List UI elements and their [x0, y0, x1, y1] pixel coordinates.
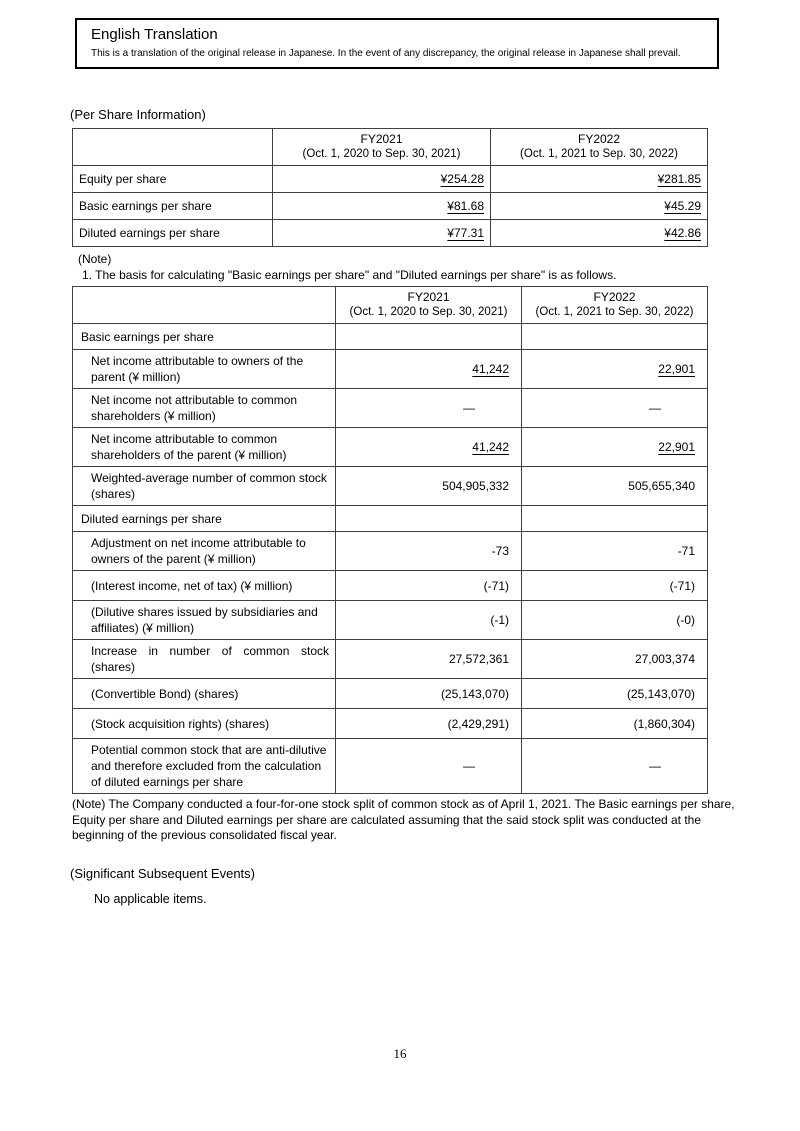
fy2022-value: [491, 193, 708, 220]
fy2021-value: —: [336, 739, 522, 794]
fy2021-value: [336, 428, 522, 467]
fy2021-value: [273, 193, 491, 220]
row-label: Net income attributable to owners of the parent (¥ million): [73, 350, 336, 389]
fy2022-value: 505,655,340: [522, 467, 708, 506]
table-row: [73, 640, 708, 679]
empty-header-cell: [73, 287, 336, 324]
row-label: (Stock acquisition rights) (shares): [73, 709, 336, 739]
translation-title: English Translation: [91, 26, 218, 43]
table-row: [73, 166, 708, 193]
fy2021-value: [336, 324, 522, 350]
fy2022-value: 27,003,374: [522, 640, 708, 679]
section-row: [73, 506, 708, 532]
fy2021-value: [273, 166, 491, 193]
fy2021-label: FY2021: [360, 132, 403, 146]
translation-disclaimer: This is a translation of the original release in Japanese. In the event of any discrepancy, the original release in Japanese shall prevail.: [91, 48, 681, 59]
fy2021-header: [336, 287, 522, 324]
fy2021-value: (-1): [336, 601, 522, 640]
fy2021-period: (Oct. 1, 2020 to Sep. 30, 2021): [349, 306, 508, 318]
table-row: [73, 532, 708, 571]
fy2021-value: [336, 506, 522, 532]
fy2022-value: [522, 324, 708, 350]
calc-header-row: [73, 287, 708, 324]
underlined-value: ¥81.68: [447, 198, 484, 213]
fy2021-period: (Oct. 1, 2020 to Sep. 30, 2021): [302, 148, 461, 160]
note-intro: 1. The basis for calculating "Basic earnings per share" and "Diluted earnings per share" is as follows.: [82, 268, 617, 282]
table-row: [73, 389, 708, 428]
underlined-value: 41,242: [472, 440, 509, 454]
stock-split-note: (Note) The Company conducted a four-for-one stock split of common stock as of April 1, 2021. The Basic earnings per share, Equity per share and Diluted earnings per share are calculated assuming that the said stock split was conducted at the beginning of the previous consolidated fiscal year.: [72, 797, 735, 842]
fy2022-value: —: [522, 389, 708, 428]
calculation-basis-table: [72, 286, 708, 794]
row-label: Adjustment on net income attributable to owners of the parent (¥ million): [73, 532, 336, 571]
row-label: Weighted-average number of common stock (shares): [73, 467, 336, 506]
row-label: (Dilutive shares issued by subsidiaries and affiliates) (¥ million): [73, 601, 336, 640]
row-label: Potential common stock that are anti-dilutive and therefore excluded from the calculation of diluted earnings per share: [73, 739, 336, 794]
fy2022-header: [491, 129, 708, 166]
section-row: [73, 324, 708, 350]
table-row: [73, 220, 708, 247]
fy2022-value: [522, 506, 708, 532]
subsequent-events-heading: (Significant Subsequent Events): [70, 865, 255, 881]
page-number: 16: [393, 1046, 407, 1061]
fy2021-value: 504,905,332: [336, 467, 522, 506]
fy2022-value: [491, 166, 708, 193]
row-label: Equity per share: [73, 166, 273, 193]
empty-header-cell: [73, 129, 273, 166]
underlined-value: 41,242: [472, 362, 509, 376]
row-label: (Convertible Bond) (shares): [73, 679, 336, 709]
fy2021-label: FY2021: [407, 290, 450, 304]
fy2022-value: (25,143,070): [522, 679, 708, 709]
page-content: [72, 18, 740, 907]
underlined-value: ¥254.28: [440, 171, 484, 186]
fy2022-label: FY2022: [577, 132, 621, 146]
fy2022-value: -71: [522, 532, 708, 571]
fy2022-header: [522, 287, 708, 324]
fy2022-value: [522, 428, 708, 467]
fy2021-value: (-71): [336, 571, 522, 601]
fy2022-label: FY2022: [593, 290, 636, 304]
table-row: [73, 601, 708, 640]
note-label: (Note): [78, 252, 112, 266]
row-label: Basic earnings per share: [73, 193, 273, 220]
underlined-value: ¥77.31: [447, 225, 484, 240]
fy2021-value: (25,143,070): [336, 679, 522, 709]
fy2022-value: [522, 350, 708, 389]
table-row: [73, 428, 708, 467]
section-label: Diluted earnings per share: [73, 506, 336, 532]
row-label: Net income attributable to common shareholders of the parent (¥ million): [73, 428, 336, 467]
underlined-value: 22,901: [658, 440, 695, 454]
table-row: [73, 193, 708, 220]
fy2021-value: —: [336, 389, 522, 428]
underlined-value: ¥281.85: [657, 171, 701, 186]
row-label: (Interest income, net of tax) (¥ million): [73, 571, 336, 601]
row-label: Diluted earnings per share: [73, 220, 273, 247]
english-translation-box: [75, 18, 719, 69]
table-row: [73, 571, 708, 601]
underlined-value: ¥45.29: [664, 198, 701, 213]
fy2021-value: (2,429,291): [336, 709, 522, 739]
underlined-value: ¥42.86: [664, 225, 701, 240]
fy2022-value: —: [522, 739, 708, 794]
subsequent-events-body: No applicable items.: [94, 891, 207, 906]
fy2021-value: [273, 220, 491, 247]
fy2022-period: (Oct. 1, 2021 to Sep. 30, 2022): [520, 148, 678, 160]
table-row: [73, 679, 708, 709]
fy2022-value: (-71): [522, 571, 708, 601]
fy2022-period: (Oct. 1, 2021 to Sep. 30, 2022): [535, 306, 694, 318]
fy2022-value: (1,860,304): [522, 709, 708, 739]
table-row: [73, 709, 708, 739]
fy2021-header: [273, 129, 491, 166]
underlined-value: 22,901: [658, 362, 695, 376]
fy2021-value: [336, 350, 522, 389]
fy2021-value: 27,572,361: [336, 640, 522, 679]
per-share-table: [72, 128, 708, 247]
per-share-header-row: [73, 129, 708, 166]
fy2022-value: (-0): [522, 601, 708, 640]
row-label: Net income not attributable to common shareholders (¥ million): [73, 389, 336, 428]
table-row: [73, 467, 708, 506]
fy2021-value: -73: [336, 532, 522, 571]
section-label: Basic earnings per share: [73, 324, 336, 350]
table-row: [73, 350, 708, 389]
table-row: [73, 739, 708, 794]
row-label: Increase in number of common stock (shares): [73, 640, 336, 679]
fy2022-value: [491, 220, 708, 247]
per-share-heading: (Per Share Information): [70, 107, 206, 122]
